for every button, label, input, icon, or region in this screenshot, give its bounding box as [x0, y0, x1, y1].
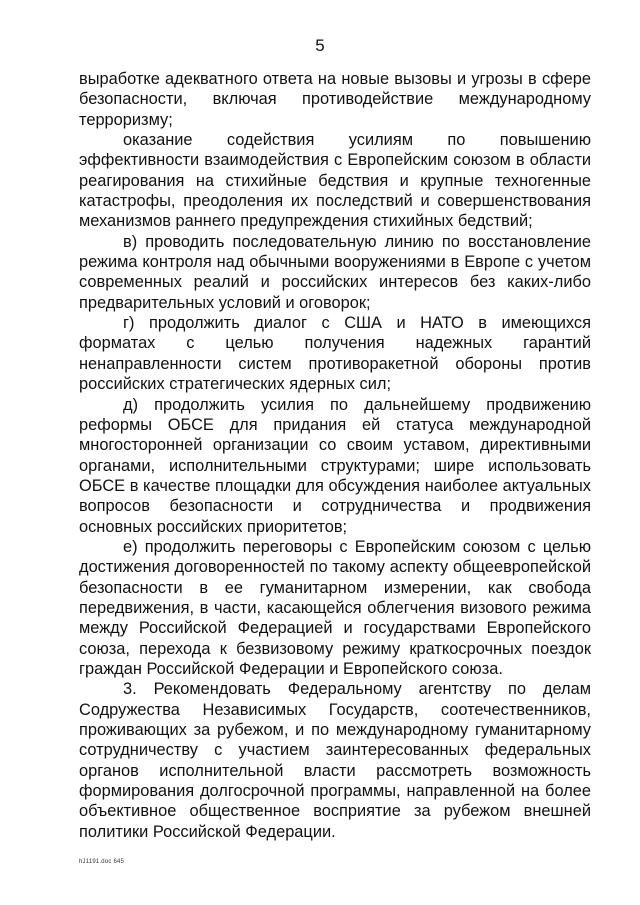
- paragraph-item-e: е) продолжить переговоры с Европейским союзом с целью достижения договоренностей по такому аспекту общеевропейской безопасности в ее гуманитарном измерении, как свобода передвижения, в части, касающейся облегчения визового режима между Российской Федерацией и государствами Европейского союза, перехода к безвизовому режиму краткосрочных поездок граждан Российской Федерации и Европейского союза.: [79, 537, 591, 678]
- paragraph-item-v: в) проводить последовательную линию по восстановление режима контроля над обычными вооружениями в Европе с учетом современных реалий и российских интересов без каких-либо предварительных условий и оговорок;: [79, 232, 591, 312]
- paragraph-item-g: г) продолжить диалог с США и НАТО в имеющихся форматах с целью получения надежных гарантий ненаправленности систем противоракетной обороны против российских стратегических ядерных сил;: [79, 314, 591, 394]
- footer-file-label: hJ1191.doc 645: [79, 859, 125, 865]
- paragraph-emergency-cooperation: оказание содействия усилиям по повышению эффективности взаимодействия с Европейским союзом в области реагирования на стихийные бедствия и крупные техногенные катастрофы, преодоления их последствий и совершенствования механизмов раннего предупреждения стихийных бедствий;: [79, 131, 591, 231]
- page-number: 5: [315, 36, 325, 55]
- paragraph-continuation: выработке адекватного ответа на новые вызовы и угрозы в сфере безопасности, включая противодействие международному терроризму;: [79, 70, 591, 129]
- document-body: [79, 69, 591, 842]
- paragraph-item-d: д) продолжить усилия по дальнейшему продвижению реформы ОБСЕ для придания ей статуса международной многосторонней организации со своим уставом, директивными органами, исполнительными структурами; шире использовать ОБСЕ в качестве площадки для обсуждения наиболее актуальных вопросов безопасности и сотрудничества и продвижения основных российских приоритетов;: [79, 395, 591, 536]
- paragraph-section-3: 3. Рекомендовать Федеральному агентству по делам Содружества Независимых Государств, соотечественников, проживающих за рубежом, и по международному гуманитарному сотрудничеству с участием заинтересованных федеральных органов исполнительной власти рассмотреть возможность формирования долгосрочной программы, направленной на более объективное общественное восприятие за рубежом внешней политики Российской Федерации.: [79, 680, 591, 841]
